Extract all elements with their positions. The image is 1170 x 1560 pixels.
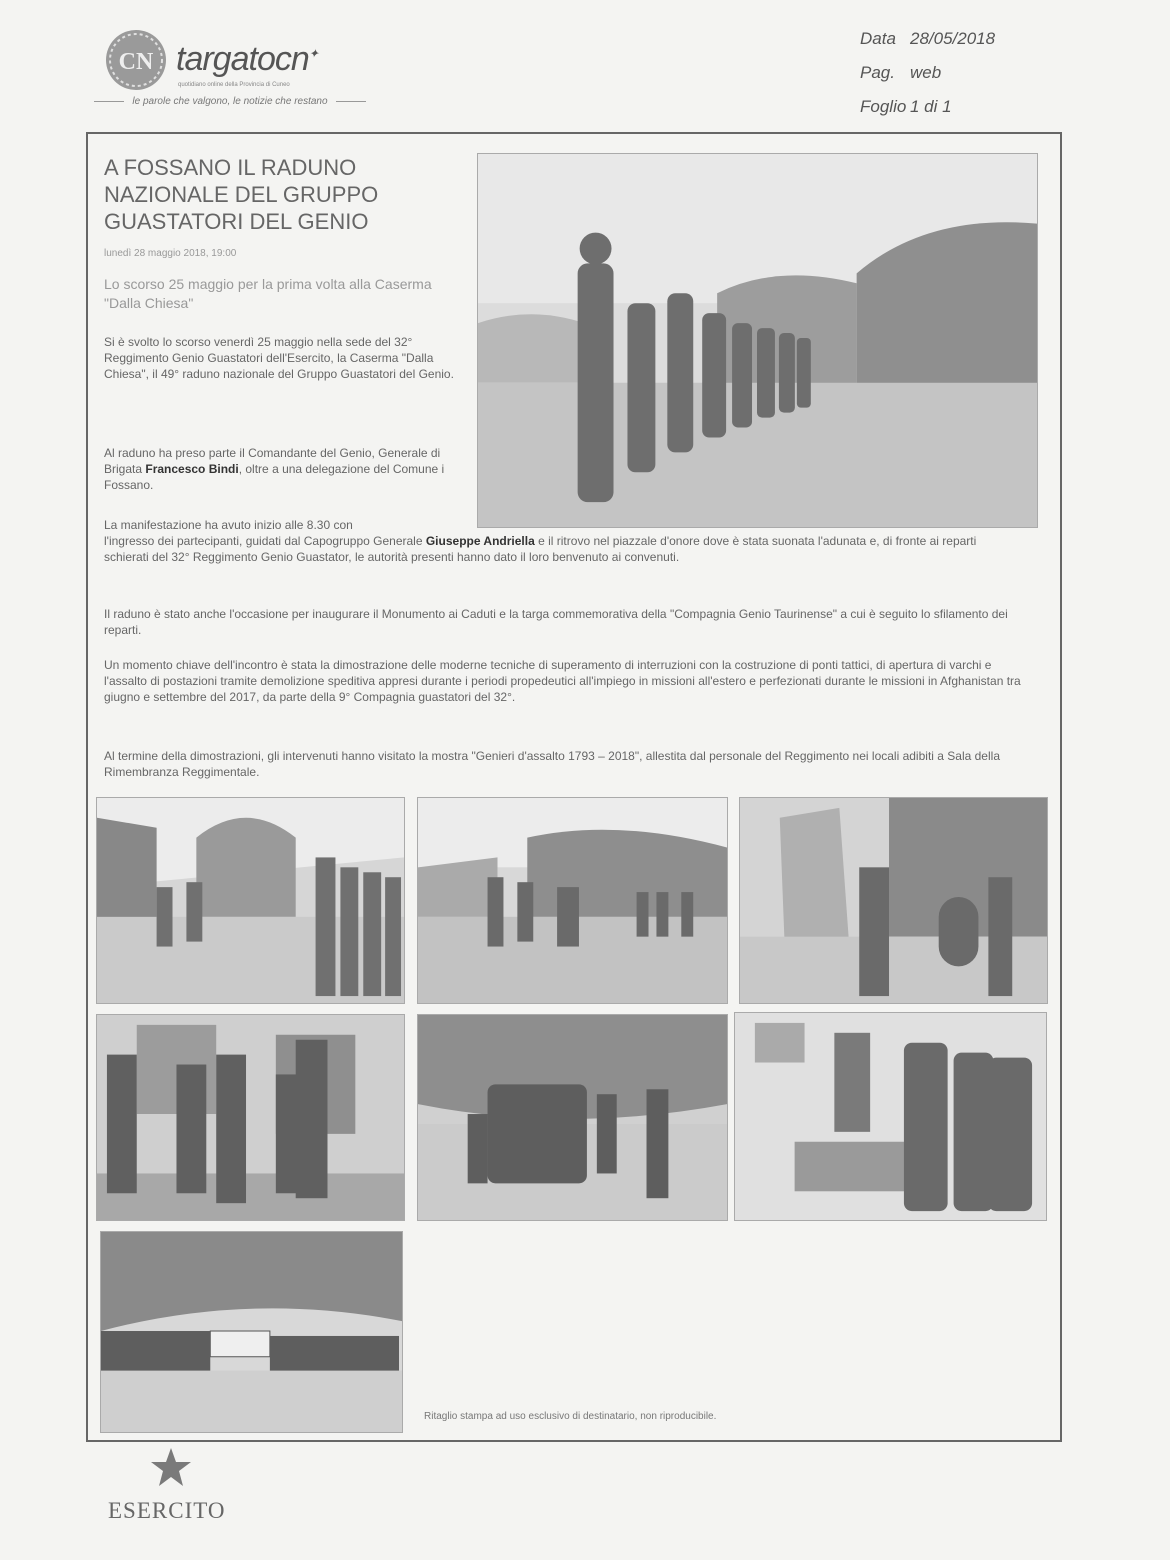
- article-date: lunedì 28 maggio 2018, 19:00: [104, 248, 237, 259]
- person-name-bindi: Francesco Bindi: [145, 462, 239, 476]
- esercito-logo: [104, 1446, 234, 1536]
- logo-tagline: le parole che valgono, le notizie che restano: [70, 96, 390, 107]
- meta-date: Data 28/05/2018: [860, 29, 996, 48]
- meta-sheet: Foglio 1 di 1: [860, 97, 952, 116]
- person-name-andriella: Giuseppe Andriella: [425, 534, 535, 548]
- logo-word-a: targato: [176, 40, 275, 78]
- targatocn-logo[interactable]: [100, 24, 400, 114]
- gallery-photo-2: [417, 797, 728, 1004]
- article-title: A FOSSANO IL RADUNO NAZIONALE DEL GRUPPO GUASTATORI DEL GENIO: [104, 155, 379, 234]
- gallery-photo-6: [734, 1012, 1047, 1221]
- logo-wordmark: targatocn✦: [176, 40, 318, 78]
- clipping-meta: [860, 22, 995, 124]
- article-subtitle: Lo scorso 25 maggio per la prima volta alla Caserma "Dalla Chiesa": [104, 276, 432, 311]
- gallery-photo-5: [417, 1014, 728, 1221]
- article-paragraph-6: Al termine della dimostrazioni, gli intervenuti hanno visitato la mostra "Genieri d'assalto 1793 – 2018", allestita dal personale del Reggimento nei locali adibiti a Sala della Rimembranza Reggimentale.: [104, 749, 1000, 779]
- logo-badge-text: CN: [118, 49, 154, 75]
- targatocn-badge-icon: [104, 28, 168, 92]
- meta-page: Pag. web: [860, 63, 942, 82]
- article-paragraph-5: Un momento chiave dell'incontro è stata la dimostrazione delle moderne tecniche di superamento di interruzioni con la costruzione di ponti tattici, di apertura di varchi e l'assalto di postazioni tramite demolizione speditiva appresi durante i periodi propedeutici all'impiego in missioni all'estero e perfezionati durante le missioni in Afghanistan tra giugno e settembre del 2017, da parte della 9° Compagnia guastatori del 32°.: [104, 658, 1021, 704]
- article-paragraph-4: Il raduno è stato anche l'occasione per inaugurare il Monumento ai Caduti e la targa commemorativa della "Compagnia Genio Taurinense" a cui è seguito lo sfilamento dei reparti.: [104, 607, 1008, 637]
- gallery-photo-1: [96, 797, 405, 1004]
- gallery-photo-3: [739, 797, 1048, 1004]
- main-photo-ceremony: [477, 153, 1038, 528]
- esercito-label: ESERCITO: [108, 1498, 226, 1523]
- star-icon: [149, 1446, 193, 1490]
- article-paragraph-1: Si è svolto lo scorso venerdì 25 maggio nella sede del 32° Reggimento Genio Guastatori dell'Esercito, la Caserma "Dalla Chiesa", il 49° raduno nazionale del Gruppo Guastatori del Genio.: [104, 335, 454, 381]
- clipping-disclaimer: Ritaglio stampa ad uso esclusivo di destinatario, non riproducibile.: [424, 1411, 717, 1422]
- logo-word-b: cn: [274, 40, 309, 78]
- gallery-photo-4: [96, 1014, 405, 1221]
- logo-subline: quotidiano online della Provincia di Cuneo: [178, 82, 290, 88]
- gallery-photo-7: [100, 1231, 403, 1433]
- article-paragraph-3-line1: La manifestazione ha avuto inizio alle 8.30 con: [104, 518, 353, 532]
- article-paragraph-3: l'ingresso dei partecipanti, guidati dal Capogruppo Generale Giuseppe Andriella e il ritrovo nel piazzale d'onore dove è stata suonata l'adunata e, di fronte ai reparti schierati del 32° Reggimento Genio Guastator, le autorità presenti hanno dato il loro benvenuto ai convenuti.: [104, 534, 977, 564]
- article-paragraph-2: Al raduno ha preso parte il Comandante del Genio, Generale di Brigata Francesco Bindi, oltre a una delegazione del Comune i Fossano.: [104, 446, 445, 492]
